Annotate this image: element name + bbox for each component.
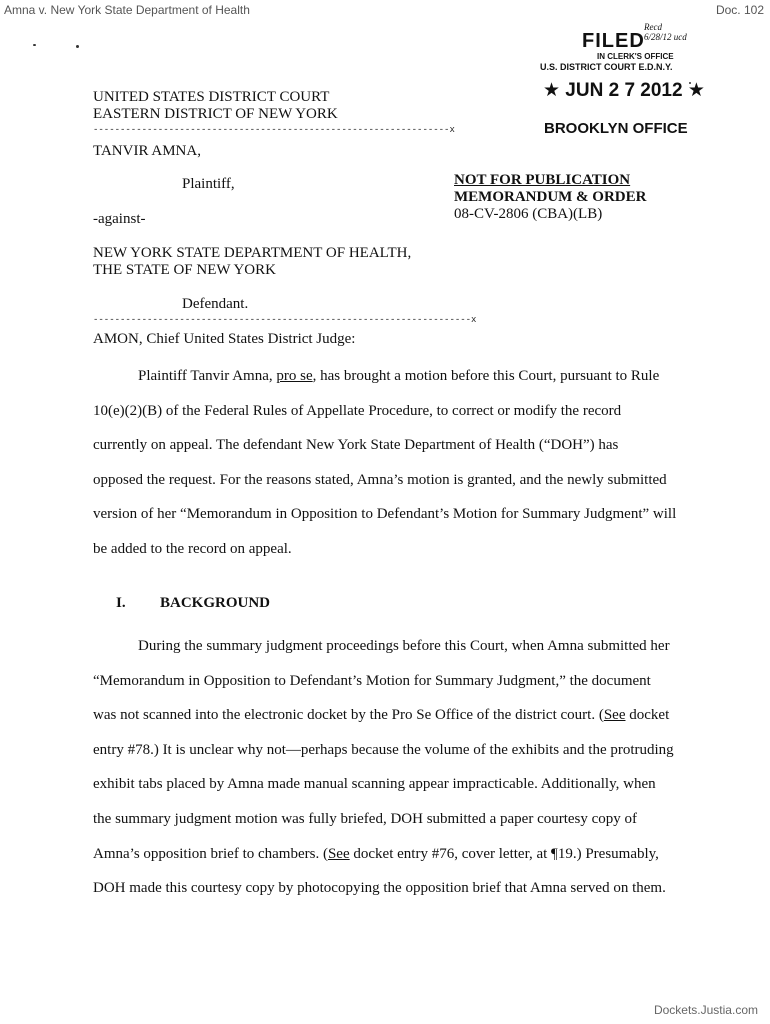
footer-source: Dockets.Justia.com bbox=[653, 1003, 758, 1017]
intro-line: currently on appeal. The defendant New York State Department of Health (“DOH”) has bbox=[93, 437, 619, 454]
docket-number: 08-CV-2806 (CBA)(LB) bbox=[454, 206, 603, 222]
background-line: “Memorandum in Opposition to Defendant’s Motion for Summary Judgment,” the document bbox=[93, 672, 651, 689]
judge-line: AMON, Chief United States District Judge: bbox=[93, 331, 356, 347]
background-paragraph bbox=[93, 629, 683, 906]
defendant-name-line2: THE STATE OF NEW YORK bbox=[93, 262, 276, 278]
stamp-filed: FILED bbox=[582, 30, 645, 52]
memorandum-order-title: MEMORANDUM & ORDER bbox=[454, 189, 647, 205]
background-line: During the summary judgment proceedings before this Court, when Amna submitted her bbox=[138, 638, 670, 654]
doc-number: Doc. 102 bbox=[715, 3, 764, 17]
intro-line: 10(e)(2)(B) of the Federal Rules of Appellate Procedure, to correct or modify the record bbox=[93, 402, 622, 419]
intro-line: Plaintiff Tanvir Amna, pro se, has brought a motion before this Court, pursuant to Rule bbox=[138, 368, 660, 384]
section-heading: BACKGROUND bbox=[160, 595, 271, 611]
background-line: DOH made this courtesy copy by photocopying the opposition brief that Amna served on them. bbox=[93, 880, 666, 897]
intro-line: be added to the record on appeal. bbox=[93, 540, 292, 557]
scan-speck bbox=[76, 45, 79, 48]
background-line: Amna’s opposition brief to chambers. (See docket entry #76, cover letter, at ¶19.) Presumably, bbox=[93, 845, 659, 862]
case-title-header: Amna v. New York State Department of Health bbox=[4, 3, 250, 17]
court-name: UNITED STATES DISTRICT COURT bbox=[93, 89, 330, 105]
intro-paragraph bbox=[93, 359, 683, 567]
stamp-handwritten-note: Recd 6/28/12 ucd bbox=[644, 22, 687, 42]
background-line: entry #78.) It is unclear why not—perhaps because the volume of the exhibits and the protruding bbox=[93, 741, 674, 758]
scan-speck bbox=[33, 44, 36, 46]
caption-rule-bottom: ----------------------------------------------------------------------x bbox=[93, 315, 477, 325]
section-number: I. bbox=[116, 595, 126, 611]
court-district: EASTERN DISTRICT OF NEW YORK bbox=[93, 106, 338, 122]
stamp-date: ★ JUN 2 7 2012 ★ bbox=[543, 80, 705, 101]
plaintiff-name: TANVIR AMNA, bbox=[93, 143, 201, 159]
not-for-publication: NOT FOR PUBLICATION bbox=[454, 172, 631, 188]
intro-line: version of her “Memorandum in Opposition to Defendant’s Motion for Summary Judgment” will bbox=[93, 506, 677, 523]
defendant-name-line1: NEW YORK STATE DEPARTMENT OF HEALTH, bbox=[93, 245, 412, 261]
stamp-office-line2: U.S. DISTRICT COURT E.D.N.Y. bbox=[540, 62, 673, 72]
plaintiff-role: Plaintiff, bbox=[182, 176, 235, 192]
stamp-location: BROOKLYN OFFICE bbox=[544, 120, 688, 137]
background-line: exhibit tabs placed by Amna made manual scanning appear impracticable. Additionally, when bbox=[93, 776, 656, 793]
intro-line: opposed the request. For the reasons stated, Amna’s motion is granted, and the newly submitted bbox=[93, 471, 667, 488]
stamp-office-line1: IN CLERK'S OFFICE bbox=[597, 52, 674, 61]
background-line: was not scanned into the electronic docket by the Pro Se Office of the district court. (See docket bbox=[93, 707, 670, 724]
background-line: the summary judgment motion was fully briefed, DOH submitted a paper courtesy copy of bbox=[93, 810, 638, 827]
defendant-role: Defendant. bbox=[182, 296, 249, 312]
caption-rule-top: ------------------------------------------------------------------x bbox=[93, 125, 455, 135]
against-label: -against- bbox=[93, 211, 146, 227]
